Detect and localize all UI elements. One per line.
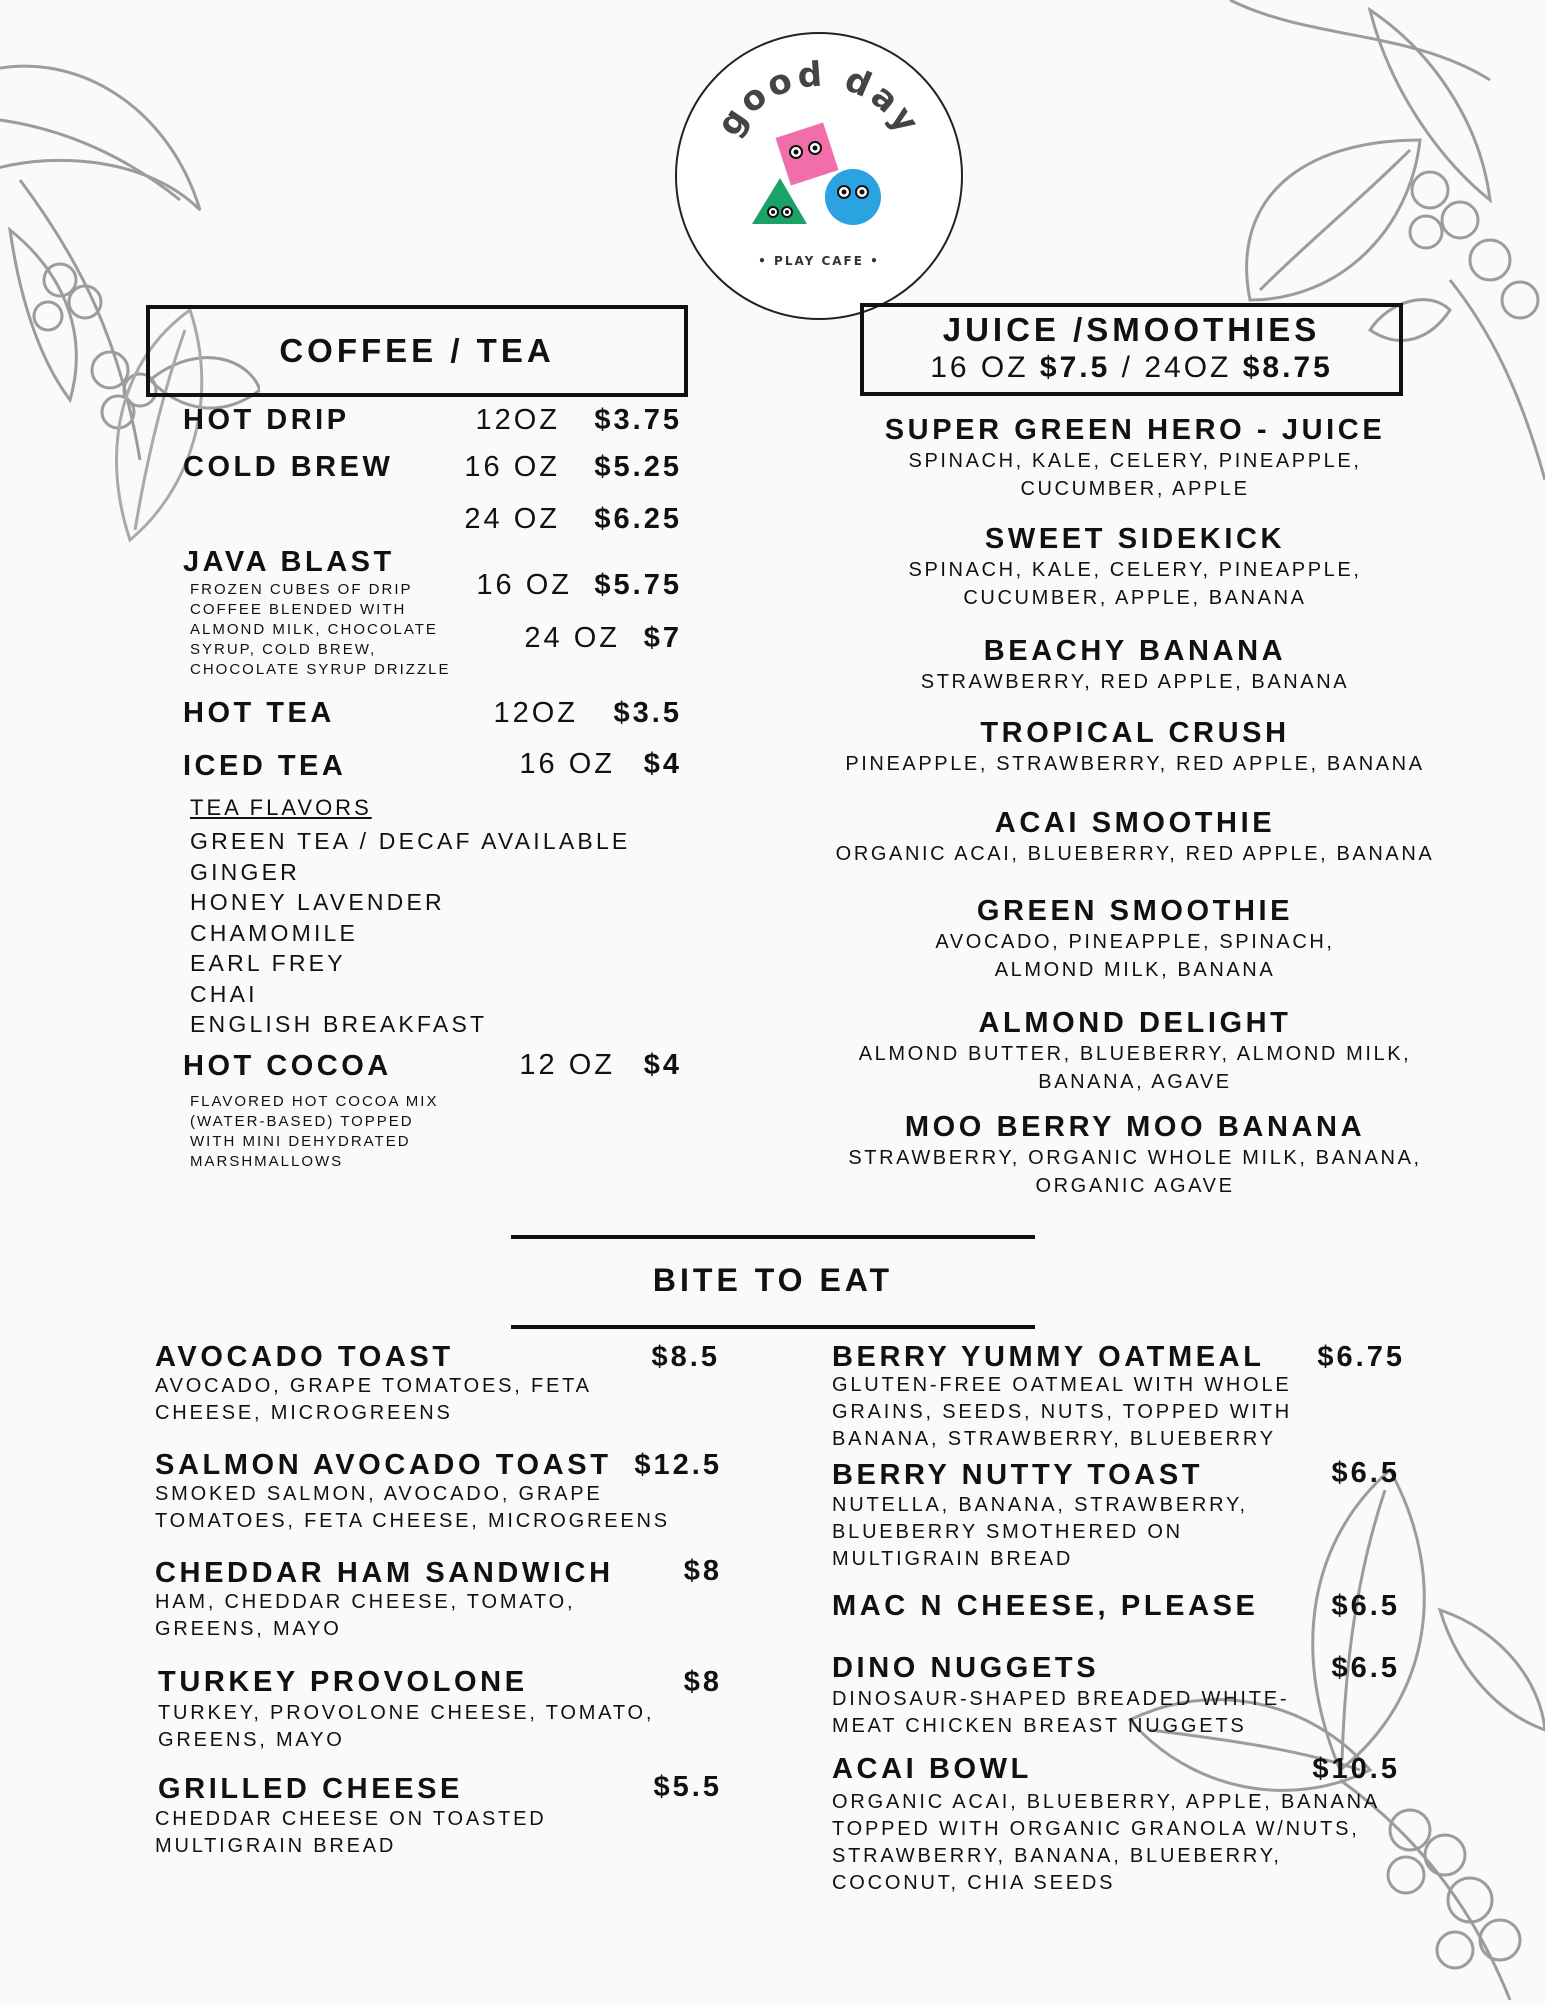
coffee-item-price: $3.75 [594,404,682,436]
tea-flavor-item: ENGLISH BREAKFAST [190,1011,488,1037]
bite-to-eat-title: BITE TO EAT [652,1262,894,1298]
juice-item-description: ORGANIC AGAVE [1035,1175,1235,1197]
juice-item [825,1111,1445,1200]
food-item-price: $6.5 [1331,1590,1400,1622]
juice-item-description: AVOCADO, PINEAPPLE, SPINACH, [935,931,1335,953]
coffee-item-size: 24 OZ [524,622,620,654]
juice-price-line [864,351,1399,385]
juice-item [825,895,1445,984]
logo-brand-text: good day [709,54,929,144]
juice-item-description: CUCUMBER, APPLE [1020,478,1250,500]
food-item-description: NUTELLA, BANANA, STRAWBERRY, [832,1494,1248,1516]
tea-flavor-item: EARL FREY [190,950,346,976]
food-item-name: BERRY YUMMY OATMEAL [832,1341,1265,1373]
food-item-description: BANANA, STRAWBERRY, BLUEBERRY [832,1428,1276,1450]
juice-item-description: ORGANIC ACAI, BLUEBERRY, RED APPLE, BANANA [835,843,1435,865]
coffee-item-price: $7 [643,622,682,654]
juice-item-description: STRAWBERRY, ORGANIC WHOLE MILK, BANANA, [848,1147,1422,1169]
food-item-name: DINO NUGGETS [832,1652,1100,1684]
food-item-price: $10.5 [1312,1753,1400,1785]
food-item-description: CHEESE, MICROGREENS [155,1402,453,1424]
pink-square-icon [775,122,838,185]
food-item-name: AVOCADO TOAST [155,1341,454,1373]
coffee-item-description: FROZEN CUBES OF DRIP COFFEE BLENDED WITH ALMOND MILK, CHOCOLATE SYRUP, COLD BREW, CHOCOLATE SYRUP DRIZZLE [190,581,451,678]
food-item-price: $5.5 [653,1771,722,1803]
coffee-item-description: FLAVORED HOT COCOA MIX (WATER-BASED) TOPPED WITH MINI DEHYDRATED MARSHMALLOWS [190,1093,439,1170]
food-item-name: TURKEY PROVOLONE [158,1666,528,1698]
food-item-price: $8 [683,1666,722,1698]
juice-item-name: SWEET SIDEKICK [984,523,1286,555]
tea-flavor-item: GINGER [190,858,300,885]
food-item-description: AVOCADO, GRAPE TOMATOES, FETA [155,1375,592,1397]
coffee-item-price: $5.75 [594,569,682,601]
coffee-item-size: 16 OZ [464,451,560,483]
food-item-description: COCONUT, CHIA SEEDS [832,1872,1116,1894]
cafe-logo [675,32,963,320]
juice-item-description: ALMOND BUTTER, BLUEBERRY, ALMOND MILK, [858,1043,1412,1065]
juice-item-name: TROPICAL CRUSH [980,717,1290,749]
coffee-item-price: $5.25 [594,451,682,483]
coffee-tea-header-box [146,305,688,397]
juice-item-description: BANANA, AGAVE [1038,1071,1232,1093]
food-item-description: BLUEBERRY SMOTHERED ON [832,1521,1183,1543]
juice-price-separator: / [1121,351,1133,384]
green-triangle-icon [752,178,807,224]
juice-item-description: ALMOND MILK, BANANA [994,959,1276,981]
juice-item [825,1007,1445,1096]
blue-circle-icon [825,169,881,225]
juice-item-description: CUCUMBER, APPLE, BANANA [963,587,1307,609]
juice-item-description: SPINACH, KALE, CELERY, PINEAPPLE, [908,559,1362,581]
juice-item [825,414,1445,503]
food-item-description: GREENS, MAYO [158,1729,345,1751]
coffee-item-size: 12OZ [493,697,578,729]
coffee-item-name: ICED TEA [183,750,347,782]
juice-size-large: 24OZ [1144,351,1232,384]
food-item-description: GRAINS, SEEDS, NUTS, TOPPED WITH [832,1401,1293,1423]
coffee-item-price: $6.25 [594,503,682,535]
food-item-description: TOMATOES, FETA CHEESE, MICROGREENS [155,1510,670,1532]
coffee-item-size: 12OZ [475,404,560,436]
juice-item [825,635,1445,696]
food-item-description: SMOKED SALMON, AVOCADO, GRAPE [155,1483,603,1505]
food-item-price: $6.75 [1317,1341,1405,1373]
coffee-item-size: 16 OZ [519,748,615,780]
food-item-price: $12.5 [634,1449,722,1481]
coffee-tea-title: COFFEE / TEA [279,332,555,369]
juice-item [825,807,1445,868]
juice-smoothies-title: JUICE /SMOOTHIES [942,311,1321,348]
juice-price-small: $7.5 [1039,351,1111,384]
juice-item-description: STRAWBERRY, RED APPLE, BANANA [920,671,1350,693]
coffee-item-name: COLD BREW [183,451,394,483]
coffee-item-price: $3.5 [613,697,682,729]
coffee-item-size: 12 OZ [519,1049,615,1081]
tea-flavor-item: GREEN TEA / DECAF AVAILABLE [190,828,631,854]
juice-item [825,523,1445,612]
food-item-name: CHEDDAR HAM SANDWICH [155,1557,614,1589]
juice-item [825,717,1445,778]
food-item-price: $8 [683,1555,722,1587]
juice-item-name: ALMOND DELIGHT [978,1007,1292,1039]
coffee-item-size: 24 OZ [464,503,560,535]
food-item-description: MEAT CHICKEN BREAST NUGGETS [832,1715,1247,1737]
section-divider-top [511,1235,1035,1239]
juice-item-description: SPINACH, KALE, CELERY, PINEAPPLE, [908,450,1362,472]
juice-item-name: ACAI SMOOTHIE [994,807,1276,839]
food-item-price: $6.5 [1331,1457,1400,1489]
food-item-description: TURKEY, PROVOLONE CHEESE, TOMATO, [158,1702,655,1724]
tea-flavor-item: HONEY LAVENDER [190,889,445,915]
food-item-description: GREENS, MAYO [155,1618,342,1640]
food-item-description: CHEDDAR CHEESE ON TOASTED [155,1808,547,1830]
tea-flavor-item: CHAI [190,980,258,1007]
juice-smoothies-header-box [860,303,1403,396]
food-item-description: DINOSAUR-SHAPED BREADED WHITE- [832,1688,1290,1710]
food-item-description: TOPPED WITH ORGANIC GRANOLA W/NUTS, [832,1818,1360,1840]
juice-size-small: 16 OZ [930,351,1029,384]
coffee-item-name: HOT TEA [183,697,335,729]
food-item-name: BERRY NUTTY TOAST [832,1459,1204,1491]
food-item-name: GRILLED CHEESE [158,1773,463,1805]
juice-item-name: GREEN SMOOTHIE [976,895,1294,927]
tea-flavor-item: CHAMOMILE [190,919,359,946]
coffee-item-name: JAVA BLAST [183,546,395,578]
food-item-description: MULTIGRAIN BREAD [155,1835,397,1857]
food-item-description: ORGANIC ACAI, BLUEBERRY, APPLE, BANANA [832,1791,1381,1813]
tea-flavors-heading: TEA FLAVORS [190,795,372,820]
juice-price-large: $8.75 [1242,351,1333,384]
food-item-description: MULTIGRAIN BREAD [832,1548,1074,1570]
logo-tagline: • PLAY CAFE • [758,254,880,268]
juice-item-name: BEACHY BANANA [983,635,1287,667]
juice-item-name: SUPER GREEN HERO - JUICE [884,414,1386,446]
food-item-description: STRAWBERRY, BANANA, BLUEBERRY, [832,1845,1282,1867]
coffee-item-price: $4 [643,748,682,780]
coffee-item-size: 16 OZ [476,569,572,601]
coffee-item-name: HOT COCOA [183,1050,392,1082]
juice-item-description: PINEAPPLE, STRAWBERRY, RED APPLE, BANANA [845,753,1425,775]
coffee-item-price: $4 [643,1049,682,1081]
food-item-description: HAM, CHEDDAR CHEESE, TOMATO, [155,1591,576,1613]
section-divider-bottom [511,1325,1035,1329]
tea-flavors-list [190,826,630,1040]
food-item-description: GLUTEN-FREE OATMEAL WITH WHOLE [832,1374,1292,1396]
food-item-name: MAC N CHEESE, PLEASE [832,1590,1259,1622]
juice-item-name: MOO BERRY MOO BANANA [904,1111,1366,1143]
food-item-price: $6.5 [1331,1652,1400,1684]
food-item-price: $8.5 [651,1341,720,1373]
food-item-name: SALMON AVOCADO TOAST [155,1449,612,1481]
coffee-item-name: HOT DRIP [183,404,350,436]
food-item-name: ACAI BOWL [832,1753,1032,1785]
